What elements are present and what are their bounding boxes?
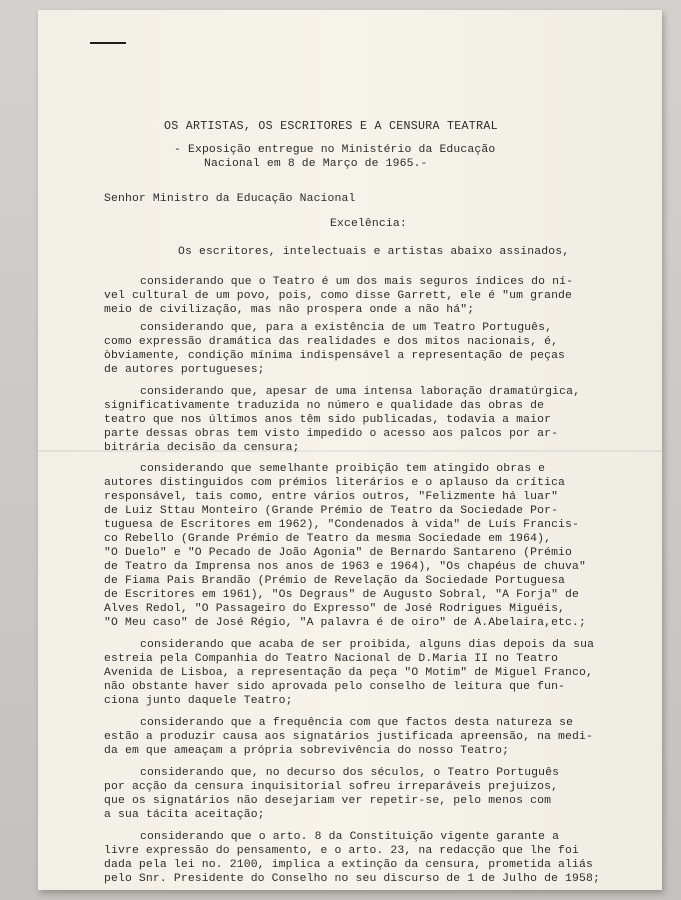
- para-4-line-3: responsável, tais como, entre vários outros, "Felizmente há luar": [104, 491, 559, 503]
- para-4-line-10: de Escritores em 1961), "Os Degraus" de Augusto Sobral, "A Forja" de: [104, 589, 580, 601]
- para-2-line-4: de autores portugueses;: [104, 364, 265, 376]
- para-5-line-1: considerando que acaba de ser proibida, alguns dias depois da sua: [140, 639, 595, 651]
- para-4-line-4: de Luiz Sttau Monteiro (Grande Prémio de Teatro da Sociedade Por-: [104, 505, 559, 517]
- para-8-line-2: livre expressão do pensamento, e o arto. 23, na redacção que lhe foi: [104, 845, 580, 857]
- para-4-line-7: "O Duelo" e "O Pecado de João Agonia" de Bernardo Santareno (Prémio: [104, 547, 573, 559]
- pen-dash-mark: [90, 42, 126, 44]
- document-title: OS ARTISTAS, OS ESCRITORES E A CENSURA TEATRAL: [164, 120, 498, 133]
- para-3-line-3: teatro que nos últimos anos têm sido publicadas, todavia a maior: [104, 414, 552, 426]
- para-4-line-5: tuguesa de Escritores em 1962), "Condenados à vida" de Luís Francis-: [104, 519, 580, 531]
- para-8-line-1: considerando que o arto. 8 da Constituição vigente garante a: [140, 831, 560, 843]
- para-2-line-3: òbviamente, condição mínima indispensável a representação de peças: [104, 350, 566, 362]
- para-6-line-2: estão a produzir causa aos signatários justificada apreensão, na medi-: [104, 731, 593, 743]
- para-2-line-1: considerando que, para a existência de um Teatro Português,: [140, 322, 553, 334]
- subtitle-line-1: - Exposição entregue no Ministério da Educação: [174, 144, 496, 156]
- para-3-line-5: bitrária decisão da censura;: [104, 442, 300, 454]
- para-5-line-5: ciona junto daquele Teatro;: [104, 695, 293, 707]
- para-7-line-4: a sua tácita aceitação;: [104, 809, 265, 821]
- para-1-line-3: meio de civilização, mas não prospera onde a não há";: [104, 304, 475, 316]
- para-4-line-2: autores distinguidos com prémios literários e o aplauso da crítica: [104, 477, 566, 489]
- para-8-line-3: dada pela lei no. 2100, implica a extinção da censura, prometida aliás: [104, 859, 593, 871]
- subtitle-line-2: Nacional em 8 de Março de 1965.-: [204, 158, 428, 170]
- para-4-line-6: co Rebello (Grande Prémio de Teatro da mesma Sociedade em 1964),: [104, 533, 552, 545]
- para-4-line-8: de Teatro da Imprensa nos anos de 1963 e 1964), "Os chapéus de chuva": [104, 561, 586, 573]
- para-7-line-3: que os signatários não desejariam ver repetir-se, pelo menos com: [104, 795, 552, 807]
- para-1-line-2: vel cultural de um povo, pois, como disse Garrett, ele é "um grande: [104, 290, 573, 302]
- typewritten-page: [38, 10, 662, 890]
- para-1-line-1: considerando que o Teatro é um dos mais seguros índices do ní-: [140, 276, 574, 288]
- salutation: Senhor Ministro da Educação Nacional: [104, 193, 356, 205]
- para-7-line-2: por acção da censura inquisitorial sofreu irreparáveis prejuizos,: [104, 781, 559, 793]
- para-2-line-2: como expressão dramática das realidades e dos mitos nacionais, é,: [104, 336, 559, 348]
- para-4-line-1: considerando que semelhante proibição tem atingido obras e: [140, 463, 546, 475]
- para-8-line-4: pelo Snr. Presidente do Conselho no seu discurso de 1 de Julho de 1958;: [104, 873, 600, 885]
- para-3-line-4: parte dessas obras tem visto impedido o acesso aos palcos por ar-: [104, 428, 559, 440]
- para-3-line-1: considerando que, apesar de uma intensa laboração dramatúrgica,: [140, 386, 581, 398]
- greeting: Excelência:: [330, 218, 407, 230]
- para-4-line-11: Alves Redol, "O Passageiro do Expresso" de José Rodrigues Miguéis,: [104, 603, 566, 615]
- para-5-line-4: não obstante haver sido aprovada pelo conselho de leitura que fun-: [104, 681, 566, 693]
- para-6-line-3: da em que ameaçam a própria sobrevivência do nosso Teatro;: [104, 745, 510, 757]
- para-3-line-2: significativamente traduzida no número e qualidade das obras de: [104, 400, 545, 412]
- para-6-line-1: considerando que a frequência com que factos desta natureza se: [140, 717, 574, 729]
- para-4-line-9: de Fiama Pais Brandão (Prémio de Revelação da Sociedade Portuguesa: [104, 575, 566, 587]
- intro-line: Os escritores, intelectuais e artistas abaixo assinados,: [178, 246, 570, 258]
- para-7-line-1: considerando que, no decurso dos séculos, o Teatro Português: [140, 767, 560, 779]
- para-5-line-2: estreia pela Companhia do Teatro Nacional de D.Maria II no Teatro: [104, 653, 559, 665]
- para-5-line-3: Avenida de Lisboa, a representação da peça "O Motim" de Miguel Franco,: [104, 667, 593, 679]
- para-4-line-12: "O Meu caso" de José Régio, "A palavra é de oiro" de A.Abelaira,etc.;: [104, 617, 586, 629]
